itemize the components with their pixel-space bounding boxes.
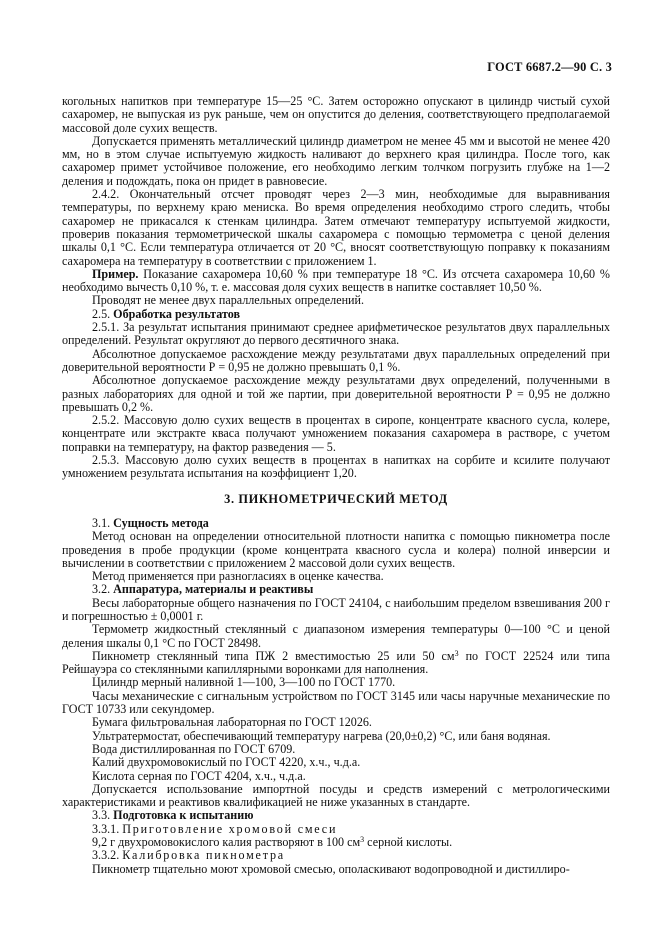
- paragraph: Цилиндр мерный наливной 1—100, 3—100 по ГОСТ 1770.: [92, 675, 396, 690]
- subsection-heading: [62, 583, 610, 596]
- paragraph: Абсолютное допускаемое расхождение между результатами двух параллельных определений при доверительной вероятности Р = 0,95 не должно превышать 0,1 %.: [62, 346, 610, 374]
- subsection-heading: [62, 517, 610, 530]
- page-header: ГОСТ 6687.2—90 С. 3: [487, 60, 612, 74]
- subsection-title: Обработка результатов: [113, 306, 241, 321]
- superscript: 3: [454, 648, 459, 658]
- subsection-number: 3.2.: [92, 582, 111, 597]
- paragraph: Часы механические с сигнальным устройством по ГОСТ 3145 или часы наручные механические по ГОСТ 10733 или секундомер.: [62, 688, 610, 717]
- text-run: по ГОСТ 22524 или типа Рейшауэра со стеклянными капиллярными воронками для наполнения.: [62, 648, 610, 677]
- paragraph: Абсолютное допускаемое расхождение между результатами двух определений, полученными в разных лабораториях для одной и той же партии, при доверительной вероятности Р = 0,95 не должно превышать 0,2 %.: [62, 373, 610, 414]
- subsection-heading: [62, 809, 610, 822]
- example-text: Показание сахаромера 10,60 % при температуре 18 °С. Из отсчета сахаромера 10,60 % необходимо вычесть 0,10 %, т. е. массовая доля сухих веществ в напитке составляет 10,50 %.: [62, 266, 610, 295]
- paragraph: [62, 836, 610, 849]
- subsection-heading: [62, 849, 610, 862]
- paragraph: Вода дистиллированная по ГОСТ 6709.: [92, 741, 296, 756]
- document-body: [62, 95, 610, 876]
- text-run: 9,2 г двухромовокислого калия растворяют в 100 см: [92, 835, 361, 850]
- paragraph: 2.4.2. Окончательный отсчет проводят через 2—3 мин, необходимые для выравнивания температуры, по верхнему краю мениска. Во время определения необходимо строго следить, чтобы сахаромер не прикасался к стенкам цилиндра. Затем отмечают температуру испытуемой жидкости, проверив показания термометрической шкалы сахаромера с помощью термометра с ценой деления шкалы 0,1 °С. Если температура отличается от 20 °С, вносят соответствующую поправку к показаниям сахаромера на температуру в соответствии с приложением 1.: [62, 187, 610, 268]
- paragraph: 2.5.3. Массовую долю сухих веществ в процентах в напитках на сорбите и ксилите получают умножением результата испытания на коэффициент 1,20.: [62, 453, 610, 481]
- paragraph: 2.5.2. Массовую долю сухих веществ в процентах в сиропе, концентрате квасного сусла, колере, концентрате или экстракте кваса получают умножением показания сахаромера в растворе, с учетом поправки на температуру, на фактор разведения — 5.: [62, 413, 610, 454]
- paragraph: Допускается использование импортной посуды и средств измерений с метрологическими характеристиками и реактивов квалификацией не ниже указанных в стандарте.: [62, 781, 610, 810]
- text-run: Пикнометр стеклянный типа ПЖ 2 вместимостью 25 или 50 см: [92, 648, 455, 663]
- section-title: 3. ПИКНОМЕТРИЧЕСКИЙ МЕТОД: [224, 491, 448, 506]
- subsection-title: Сущность метода: [113, 515, 209, 530]
- subsection-number: 3.1.: [92, 515, 111, 530]
- subsection-heading: [62, 308, 610, 321]
- subsection-number: 3.3.2.: [92, 848, 120, 863]
- text-run: серной кислоты.: [364, 835, 453, 850]
- paragraph: Допускается применять металлический цилиндр диаметром не менее 45 мм и высотой не менее 420 мм, но в этом случае испытуемую жидкость наливают до верхнего края цилиндра. После того, как сахаромер примет устойчивое положение, его необходимо легким толчком погрузить глубже на 1—2 деления и подождать, пока он придет в равновесие.: [62, 133, 610, 188]
- paragraph: Термометр жидкостный стеклянный с диапазоном измерения температуры 0—100 °С и ценой деления шкалы 0,1 °С по ГОСТ 28498.: [62, 622, 610, 650]
- paragraph: Бумага фильтровальная лабораторная по ГОСТ 12026.: [92, 715, 372, 730]
- subsection-title: Подготовка к испытанию: [113, 808, 254, 823]
- subsection-heading: [62, 823, 610, 836]
- paragraph: Метод применяется при разногласиях в оценке качества.: [92, 569, 384, 584]
- paragraph: Кислота серная по ГОСТ 4204, х.ч., ч.д.а.: [92, 768, 306, 783]
- paragraph: [62, 650, 610, 677]
- subsection-number: 3.3.1.: [92, 821, 120, 836]
- example-paragraph: [62, 268, 610, 295]
- paragraph: Калий двухромовокислый по ГОСТ 4220, х.ч., ч.д.а.: [92, 755, 361, 770]
- subsection-number: 3.3.: [92, 808, 111, 823]
- paragraph: Ультратермостат, обеспечивающий температуру нагрева (20,0±0,2) °С, или баня водяная.: [92, 728, 551, 743]
- paragraph: Пикнометр тщательно моют хромовой смесью, ополаскивают водопроводной и дистиллиро-: [92, 861, 570, 876]
- paragraph: Весы лабораторные общего назначения по ГОСТ 24104, с наибольшим пределом взвешивания 200 г и погрешностью ± 0,0001 г.: [62, 595, 610, 623]
- paragraph: Метод основан на определении относительной плотности напитка с помощью пикнометра после проведения в пробе продукции (кроме концентрата квасного сусла и колера) полной инверсии и вычислении в соответствии с приложением 2 массовой доли сухих веществ.: [62, 529, 610, 570]
- subsection-title: Калибровка пикнометра: [122, 848, 285, 863]
- subsection-title: Аппаратура, материалы и реактивы: [113, 582, 314, 597]
- subsection-number: 2.5.: [92, 306, 111, 321]
- paragraph: 2.5.1. За результат испытания принимают среднее арифметическое результатов двух параллельных определений. Результат округляют до первого десятичного знака.: [62, 320, 610, 348]
- paragraph: когольных напитков при температуре 15—25 °С. Затем осторожно опускают в цилиндр чистый сухой сахаромер, не выпуская из рук раньше, чем он опустится до деления, соответствующего предполагаемой массовой доле сухих веществ.: [62, 94, 610, 135]
- superscript: 3: [360, 835, 365, 845]
- paragraph: Проводят не менее двух параллельных определений.: [92, 293, 365, 308]
- example-label: Пример.: [92, 266, 139, 281]
- subsection-title: Приготовление хромовой смеси: [122, 821, 338, 836]
